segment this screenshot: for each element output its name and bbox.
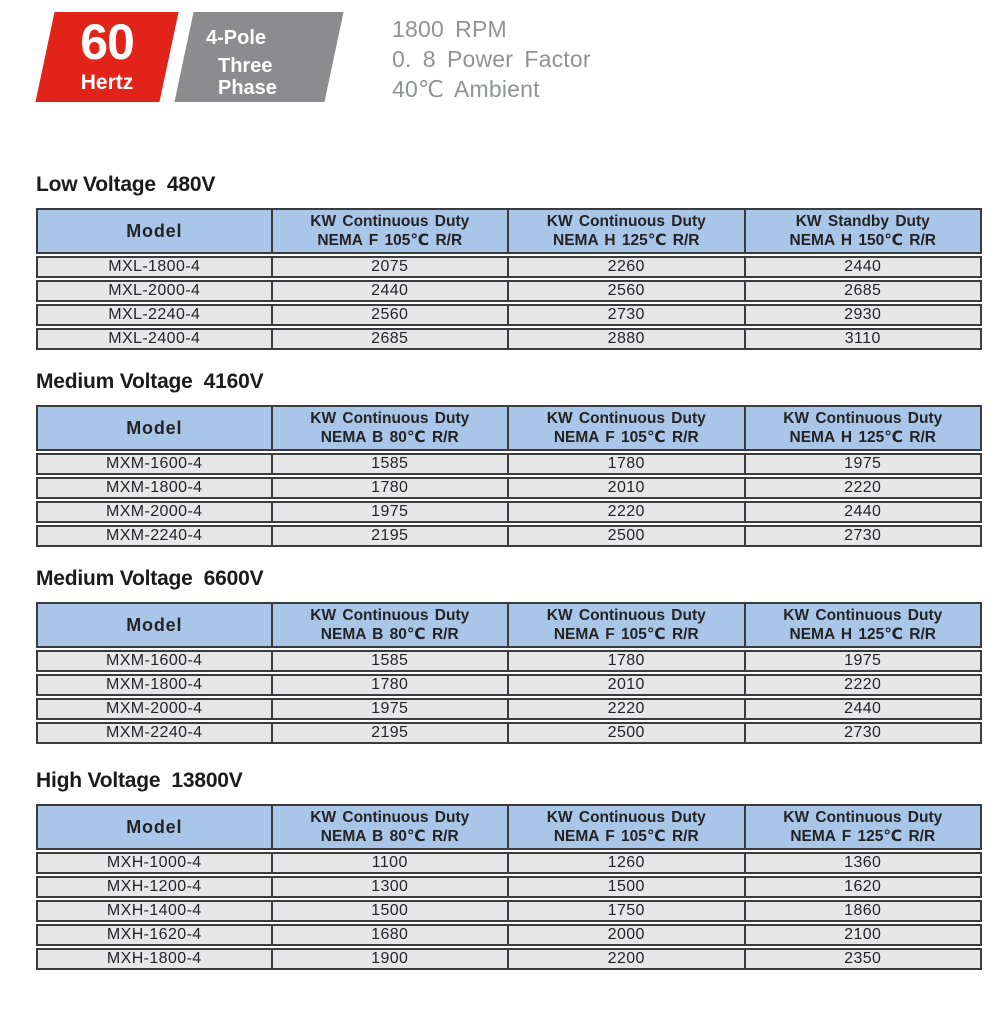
section-title-label: Low Voltage	[36, 173, 156, 196]
model-cell: MXL-1800-4	[36, 256, 273, 278]
table-row	[36, 280, 982, 302]
column-header	[273, 208, 510, 254]
table-row	[36, 722, 982, 744]
kw-value-cell: 1780	[273, 477, 510, 499]
kw-value-cell: 2730	[746, 722, 983, 744]
kw-value-cell: 1860	[746, 900, 983, 922]
column-header-line2: NEMA B 80℃ R/R	[320, 429, 459, 446]
voltage-section	[36, 770, 982, 972]
header-row	[36, 804, 982, 850]
model-cell: MXH-1400-4	[36, 900, 273, 922]
column-header-line1: KW Continuous Duty	[310, 607, 470, 624]
model-cell: MXM-2240-4	[36, 525, 273, 547]
kw-value-cell: 1975	[746, 650, 983, 672]
kw-value-cell: 2010	[509, 477, 746, 499]
column-header-line1: Model	[126, 816, 183, 837]
column-header-line1: KW Continuous Duty	[546, 213, 706, 230]
column-header-line1: Model	[126, 220, 183, 241]
column-header	[509, 804, 746, 850]
column-header-line2: NEMA F 105℃ R/R	[553, 828, 699, 845]
kw-value-cell: 2440	[273, 280, 510, 302]
table-row	[36, 477, 982, 499]
table-row	[36, 453, 982, 475]
kw-value-cell: 2560	[509, 280, 746, 302]
model-cell: MXM-1600-4	[36, 650, 273, 672]
spec-table	[36, 403, 982, 549]
kw-value-cell: 2220	[509, 698, 746, 720]
kw-value-cell: 1750	[509, 900, 746, 922]
column-header	[746, 602, 983, 648]
kw-value-cell: 2440	[746, 698, 983, 720]
table-row	[36, 501, 982, 523]
table-row	[36, 900, 982, 922]
column-header	[746, 208, 983, 254]
column-header-line1: KW Continuous Duty	[546, 607, 706, 624]
kw-value-cell: 2100	[746, 924, 983, 946]
kw-value-cell: 1780	[273, 674, 510, 696]
model-cell: MXL-2000-4	[36, 280, 273, 302]
model-cell: MXM-2000-4	[36, 698, 273, 720]
column-header-line1: KW Continuous Duty	[783, 809, 943, 826]
kw-value-cell: 2500	[509, 525, 746, 547]
table-row	[36, 674, 982, 696]
phase-label: Three Phase	[218, 55, 277, 99]
voltage-section	[36, 174, 982, 352]
section-title	[36, 371, 982, 393]
spec-list	[392, 14, 591, 104]
voltage-section	[36, 371, 982, 549]
model-cell: MXH-1800-4	[36, 948, 273, 970]
header-row	[36, 405, 982, 451]
kw-value-cell: 3110	[746, 328, 983, 350]
section-title	[36, 568, 982, 590]
kw-value-cell: 1900	[273, 948, 510, 970]
kw-value-cell: 1975	[746, 453, 983, 475]
kw-value-cell: 2685	[746, 280, 983, 302]
column-header	[746, 804, 983, 850]
kw-value-cell: 2010	[509, 674, 746, 696]
table-row	[36, 256, 982, 278]
table-row	[36, 304, 982, 326]
kw-value-cell: 1585	[273, 453, 510, 475]
kw-value-cell: 2685	[273, 328, 510, 350]
spec-table	[36, 802, 982, 972]
kw-value-cell: 2730	[509, 304, 746, 326]
kw-value-cell: 2075	[273, 256, 510, 278]
model-cell: MXL-2240-4	[36, 304, 273, 326]
section-title-label: High Voltage	[36, 769, 161, 792]
frequency-unit: Hertz	[80, 71, 134, 94]
kw-value-cell: 1780	[509, 453, 746, 475]
section-title-voltage: 480V	[166, 173, 216, 196]
column-header-line1: KW Continuous Duty	[546, 809, 706, 826]
pole-badge	[174, 12, 343, 102]
section-title-voltage: 13800V	[171, 769, 243, 792]
table-row	[36, 876, 982, 898]
column-header-line2: NEMA H 125℃ R/R	[789, 626, 936, 643]
column-header-model	[36, 208, 273, 254]
model-cell: MXM-1800-4	[36, 674, 273, 696]
kw-value-cell: 1780	[509, 650, 746, 672]
model-cell: MXH-1200-4	[36, 876, 273, 898]
column-header-line2: NEMA F 105℃ R/R	[553, 626, 699, 643]
section-title-voltage: 6600V	[203, 567, 264, 590]
column-header	[509, 405, 746, 451]
table-row	[36, 328, 982, 350]
kw-value-cell: 2500	[509, 722, 746, 744]
column-header-line2: NEMA H 125℃ R/R	[553, 232, 700, 249]
kw-value-cell: 1620	[746, 876, 983, 898]
kw-value-cell: 1975	[273, 501, 510, 523]
column-header	[273, 405, 510, 451]
spec-table	[36, 600, 982, 746]
model-cell: MXM-1600-4	[36, 453, 273, 475]
column-header-line1: KW Continuous Duty	[310, 213, 470, 230]
column-header-line1: KW Continuous Duty	[546, 410, 706, 427]
header-banner	[0, 0, 1005, 112]
ambient-spec: 40℃ Ambient	[392, 76, 540, 102]
table-row	[36, 948, 982, 970]
column-header	[273, 602, 510, 648]
section-title-label: Medium Voltage	[36, 370, 193, 393]
kw-value-cell: 2000	[509, 924, 746, 946]
column-header-line1: KW Continuous Duty	[310, 809, 470, 826]
kw-value-cell: 1300	[273, 876, 510, 898]
table-row	[36, 924, 982, 946]
table-row	[36, 650, 982, 672]
kw-value-cell: 2880	[509, 328, 746, 350]
table-row	[36, 852, 982, 874]
column-header-line2: NEMA B 80℃ R/R	[320, 626, 459, 643]
header-row	[36, 208, 982, 254]
column-header-line2: NEMA F 105℃ R/R	[317, 232, 463, 249]
section-title-label: Medium Voltage	[36, 567, 193, 590]
kw-value-cell: 1260	[509, 852, 746, 874]
column-header-line1: KW Continuous Duty	[783, 410, 943, 427]
kw-value-cell: 1360	[746, 852, 983, 874]
voltage-section	[36, 568, 982, 746]
kw-value-cell: 1975	[273, 698, 510, 720]
section-title	[36, 770, 982, 792]
column-header-line1: KW Continuous Duty	[310, 410, 470, 427]
tables-container	[0, 174, 1005, 972]
column-header-line1: KW Continuous Duty	[783, 607, 943, 624]
column-header	[273, 804, 510, 850]
model-cell: MXH-1000-4	[36, 852, 273, 874]
column-header-line1: Model	[126, 614, 183, 635]
table-row	[36, 698, 982, 720]
column-header-line1: Model	[126, 417, 183, 438]
model-cell: MXM-1800-4	[36, 477, 273, 499]
section-title	[36, 174, 982, 196]
column-header-line2: NEMA H 125℃ R/R	[789, 429, 936, 446]
column-header-line1: KW Standby Duty	[795, 213, 930, 230]
column-header-line2: NEMA F 125℃ R/R	[790, 828, 936, 845]
power-factor-spec: 0. 8 Power Factor	[392, 46, 591, 72]
kw-value-cell: 2195	[273, 525, 510, 547]
model-cell: MXL-2400-4	[36, 328, 273, 350]
column-header-model	[36, 804, 273, 850]
column-header-model	[36, 405, 273, 451]
kw-value-cell: 2220	[746, 674, 983, 696]
table-row	[36, 525, 982, 547]
kw-value-cell: 2730	[746, 525, 983, 547]
spec-table	[36, 206, 982, 352]
kw-value-cell: 2220	[509, 501, 746, 523]
column-header	[509, 602, 746, 648]
kw-value-cell: 1500	[509, 876, 746, 898]
column-header-line2: NEMA B 80℃ R/R	[320, 828, 459, 845]
column-header	[509, 208, 746, 254]
kw-value-cell: 2440	[746, 501, 983, 523]
kw-value-cell: 2220	[746, 477, 983, 499]
kw-value-cell: 2350	[746, 948, 983, 970]
header-row	[36, 602, 982, 648]
kw-value-cell: 2560	[273, 304, 510, 326]
kw-value-cell: 2195	[273, 722, 510, 744]
kw-value-cell: 1500	[273, 900, 510, 922]
frequency-badge	[35, 12, 178, 102]
section-title-voltage: 4160V	[203, 370, 264, 393]
column-header-model	[36, 602, 273, 648]
frequency-value: 60	[80, 14, 134, 70]
model-cell: MXH-1620-4	[36, 924, 273, 946]
kw-value-cell: 2260	[509, 256, 746, 278]
kw-value-cell: 2200	[509, 948, 746, 970]
column-header-line2: NEMA H 150℃ R/R	[789, 232, 936, 249]
model-cell: MXM-2000-4	[36, 501, 273, 523]
rpm-spec: 1800 RPM	[392, 16, 507, 42]
kw-value-cell: 1100	[273, 852, 510, 874]
kw-value-cell: 1585	[273, 650, 510, 672]
kw-value-cell: 1680	[273, 924, 510, 946]
model-cell: MXM-2240-4	[36, 722, 273, 744]
column-header	[746, 405, 983, 451]
pole-count-label: 4-Pole	[206, 27, 267, 49]
column-header-line2: NEMA F 105℃ R/R	[553, 429, 699, 446]
kw-value-cell: 2440	[746, 256, 983, 278]
kw-value-cell: 2930	[746, 304, 983, 326]
